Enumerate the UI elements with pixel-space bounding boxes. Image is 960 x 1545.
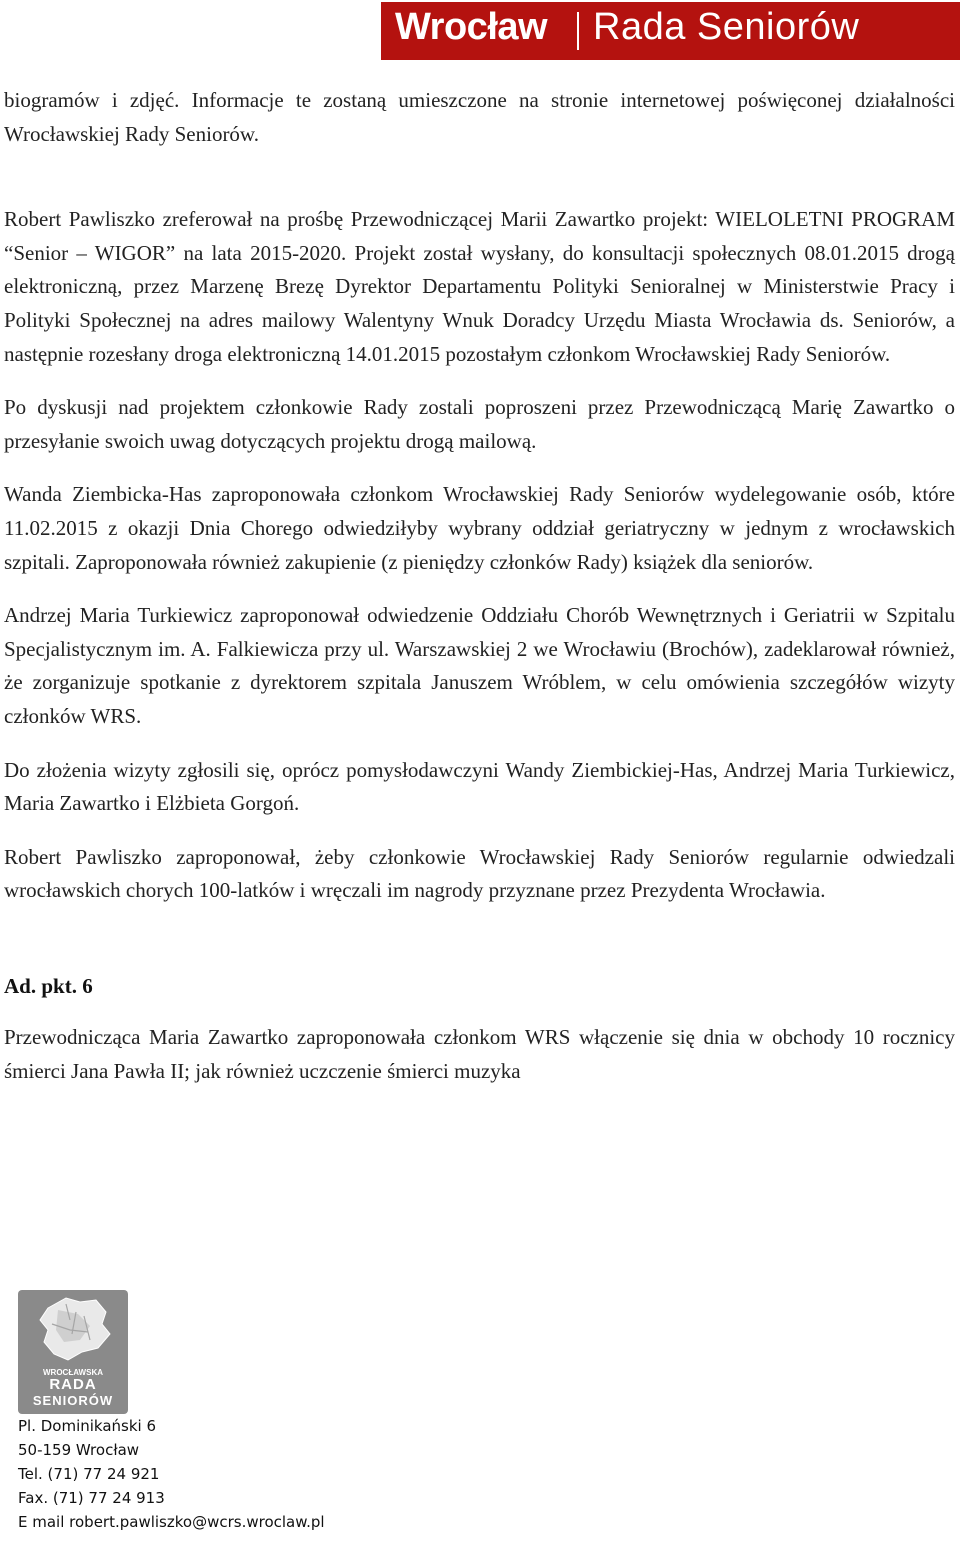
paragraph-4: Wanda Ziembicka-Has zaproponowała członkom Wrocławskiej Rady Seniorów wydelegowanie osób, które 11.02.2015 z okazji Dnia Chorego odwiedziłyby wybrany oddział geriatryczny w jednym z wrocławskich szpitali. Zaproponowała również zakupienie (z pieniędzy członków Rady) książek dla seniorów.	[4, 482, 955, 574]
brand-right-text: Rada Seniorów	[593, 6, 860, 48]
logo-text-line2: RADA	[49, 1376, 97, 1393]
address-street: Pl. Dominikański 6	[18, 1417, 157, 1435]
logo-text-line3: SENIORÓW	[32, 1393, 114, 1408]
map-silhouette-icon	[18, 1290, 128, 1370]
brand-separator	[577, 12, 579, 50]
paragraph-3: Po dyskusji nad projektem członkowie Rady zostali poproszeni przez Przewodniczącą Marię Zawartko o przesyłanie swoich uwag dotyczących projektu drogą mailową.	[4, 395, 955, 453]
paragraph-7: Robert Pawliszko zaproponował, żeby członkowie Wrocławskiej Rady Seniorów regularnie odwiedzali wrocławskich chorych 100-latków i wręczali im nagrody przyznane przez Prezydenta Wrocławia.	[4, 844, 955, 903]
rada-seniorow-logo	[18, 1290, 128, 1414]
address-email: E mail robert.pawliszko@wcrs.wroclaw.pl	[18, 1513, 325, 1531]
paragraph-5: Andrzej Maria Turkiewicz zaproponował odwiedzenie Oddziału Chorób Wewnętrznych i Geriatrii w Szpitalu Specjalistycznym im. A. Falkiewicza przy ul. Warszawskiej 2 we Wrocławiu (Brochów), zadeklarował również, że zorganizuje spotkanie z dyrektorem szpitala Januszem Wróblem, w celu omówienia szczegółów wizyty członków WRS.	[4, 603, 955, 728]
paragraph-2: Robert Pawliszko zreferował na prośbę Przewodniczącej Marii Zawartko projekt: WIELOLETNI PROGRAM “Senior – WIGOR” na lata 2015-2020. Projekt został wysłany, do konsultacji społecznych 08.01.2015 drogą elektroniczną, przez Marzenę Brezę Dyrektor Departamentu Polityki Senioralnej w Ministerstwie Pracy i Polityki Społecznej na adres mailowy Walentyny Wnuk Doradcy Urzędu Miasta Wrocławia ds. Seniorów, a następnie rozesłany droga elektroniczną 14.01.2015 pozostałym członkom Wrocławskiej Rady Seniorów.	[4, 207, 955, 366]
document-body	[4, 84, 955, 1109]
address-fax: Fax. (71) 77 24 913	[18, 1489, 165, 1507]
brand-left-text: Wrocław	[395, 6, 548, 48]
paragraph-6: Do złożenia wizyty zgłosili się, oprócz pomysłodawczyni Wandy Ziembickiej-Has, Andrzej Maria Turkiewicz, Maria Zawartko i Elżbieta Gorgoń.	[4, 757, 955, 816]
header-banner	[381, 2, 960, 60]
address-city: 50-159 Wrocław	[18, 1441, 140, 1459]
section-paragraph: Przewodnicząca Maria Zawartko zaproponowała członkom WRS włączenie się dnia w obchody 10 rocznicy śmierci Jana Pawła II; jak również uczczenie śmierci muzyka	[4, 1025, 955, 1084]
footer-address	[18, 1414, 325, 1534]
section-heading: Ad. pkt. 6	[4, 973, 93, 998]
logo-text-line1: WROCŁAWSKA	[43, 1368, 103, 1377]
paragraph-1: biogramów i zdjęć. Informacje te zostaną umieszczone na stronie internetowej poświęconej działalności Wrocławskiej Rady Seniorów.	[4, 88, 955, 146]
address-phone: Tel. (71) 77 24 921	[18, 1465, 160, 1483]
